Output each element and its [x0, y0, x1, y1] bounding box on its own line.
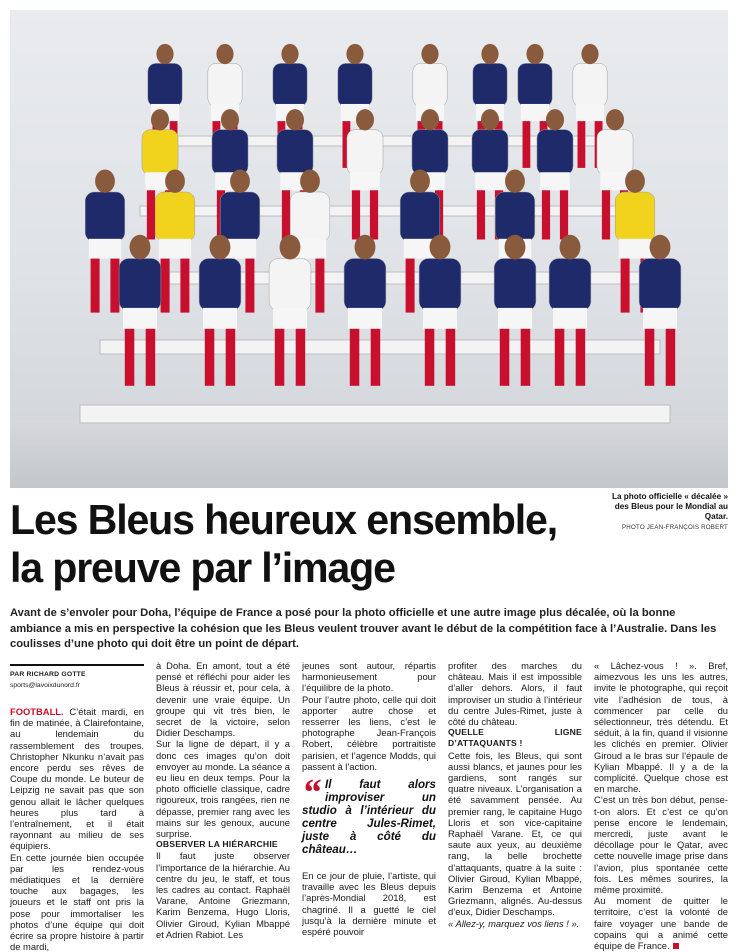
subhead-attaquants: QUELLE LIGNE D’ATTAQUANTS !	[448, 727, 582, 749]
column-5-paragraph-2: C’est un très bon début, pense-t-on alors. Et c’est ce qu’on pense encore le lendemain, mercredi, juste avant le décollage pour le Qatar, avec cette nouvelle image prise dans l’avion, plus spontanée cette fois. Les mêmes sourires, la même proximité.	[594, 794, 728, 896]
column-5-text-3: Au moment de quitter le territoire, c’est la volonté de faire voyager une bande de copains qui a animé cette équipe de France.	[594, 895, 728, 952]
pull-quote	[302, 772, 436, 857]
column-2-paragraph-3: Il faut juste observer l’importance de la hiérarchie. Au centre du jeu, le staff, et tous les cadres au contact. Raphaël Varane, Antoine Griezmann, Karim Benzema, Hugo Lloris, Olivier Giroud, Kylian Mbappé et Adrien Rabiot. Les	[156, 850, 290, 940]
article-column-3	[302, 660, 436, 937]
headline: Les Bleus heureux ensemble, la preuve par l’image	[10, 496, 558, 591]
column-2-paragraph-2: Sur la ligne de départ, il y a donc ces images qu’on doit envoyer au monde. La séance a eu lieu en deux temps. Pour la photo officielle classique, cadre rigoureux, trois rangées, rien ne dépasse, premier rang avec les mains sur les genoux, aucune surprise.	[156, 738, 290, 840]
pull-quote-text: Il faut alors improviser un studio à l’intérieur du centre Jules-Rimet, juste à côté du château…	[302, 778, 436, 857]
column-3-paragraph-2: Pour l’autre photo, celle qui doit apporter autre chose et resserrer les liens, c’est le photographe Jean-François Robert, célèbre portraitiste parisien, et l’agence Modds, qui passent à l’action.	[302, 693, 436, 772]
player-figure	[347, 109, 383, 239]
byline	[10, 664, 144, 691]
column-5-paragraph-1: « Lâchez-vous ! ». Bref, aimezvous les uns les autres, invite le photographe, qui reçoit vite l’adhésion de tous, à commencer par celle du sélectionneur, très détendu. Et séduit, à la fin, quand il visionne les clichés en premier. Olivier Giroud a le bras sur l’épaule de Kylian Mbappé. Il y a de la complicité. Quelque chose est en marche.	[594, 660, 728, 795]
article-column-5	[594, 660, 728, 951]
player-figure	[549, 235, 591, 386]
column-4-paragraph-1: profiter des marches du château. Mais il est impossible d’aller dehors. Alors, il faut improviser un studio à l’intérieur du centre Jules-Rimet, juste à côté du château.	[448, 660, 582, 728]
player-figure	[119, 235, 161, 386]
column-1-paragraph-2: En cette journée bien occupée par les rendez-vous médiatiques et la dernière touche aux bagages, les joueurs et le staff ont pris la pose pour immortaliser les photos d’une équipe qui doit écrire sa propre histoire à partir de mardi,	[10, 851, 144, 952]
end-of-article-icon	[673, 943, 679, 949]
byline-email: sports@lavoixdunord.fr	[10, 682, 80, 689]
team-photo	[10, 10, 728, 488]
byline-author: PAR RICHARD GOTTE	[10, 671, 86, 678]
column-5-paragraph-3	[594, 895, 728, 951]
article-column-1	[10, 706, 144, 952]
subhead-hierarchie: OBSERVER LA HIÉRARCHIE	[156, 839, 278, 850]
player-figure	[344, 235, 386, 386]
article-column-4	[448, 660, 582, 929]
column-3-paragraph-1: jeunes sont autour, répartis harmonieusement pour l’équilibre de la photo.	[302, 660, 436, 694]
kicker: FOOTBALL.	[10, 706, 64, 717]
column-4-paragraph-3: « Allez-y, marquez vos liens ! ».	[448, 917, 580, 929]
photo-caption	[598, 492, 728, 533]
column-1-text-1: C’était mardi, en fin de matinée, à Clairefontaine, au lendemain du rassemblement des troupes. Christopher Nkunku n’avait pas encore perdu ses rêves de Coupe du monde. Le buteur de Leipzig ne savait pas que son genou allait le lâcher quelques heures plus tard à l’entraînement, et il était rayonnant au milieu de ses équipiers.	[10, 706, 145, 852]
column-1-paragraph-1	[10, 706, 144, 852]
quote-mark-icon: “	[302, 772, 321, 815]
photo-caption-text: La photo officielle « décalée » des Bleus pour le Mondial au Qatar.	[611, 492, 728, 522]
team-photo-illustration	[10, 10, 728, 488]
column-2-paragraph-1: à Doha. En amont, tout a été pensé et réfléchi pour aider les Bleus à réussir et, pour cela, à devenir une vraie équipe. Un groupe qui vit très bien, le secret de la victoire, selon Didier Deschamps.	[156, 660, 290, 739]
lead-paragraph: Avant de s’envoler pour Doha, l’équipe de France a posé pour la photo officielle et une autre image plus décalée, où la bonne ambiance a mis en perspective la cohésion que les Bleus veulent trouver avant le début de la compétition face à l’Australie. Dans les coulisses d’une photo qui doit être un point de départ.	[10, 607, 717, 651]
article-column-2	[156, 660, 290, 940]
photo-credit: PHOTO JEAN-FRANÇOIS ROBERT	[621, 523, 728, 531]
column-3-paragraph-3: En ce jour de pluie, l’artiste, qui travaille avec les Bleus depuis l’après-Mondial 2018, est chagriné. Il a guetté le ciel jusqu’à la dernière minute et espéré pouvoir	[302, 870, 436, 938]
column-4-paragraph-2: Cette fois, les Bleus, qui sont aussi blancs, et jaunes pour les gardiens, sont rangés sur quatre niveaux. L’organisation a été savamment pensée. Au premier rang, le capitaine Hugo Lloris et son vice-capitaine Raphaël Varane. Et, ce qui saute aux yeux, au deuxième rang, la belle brochette d’attaquants, quatre à la suite : Olivier Giroud, Kylian Mbappé, Karim Benzema et Antoine Griezmann, alignés. Au-dessus d’eux, Didier Deschamps.	[448, 749, 582, 918]
